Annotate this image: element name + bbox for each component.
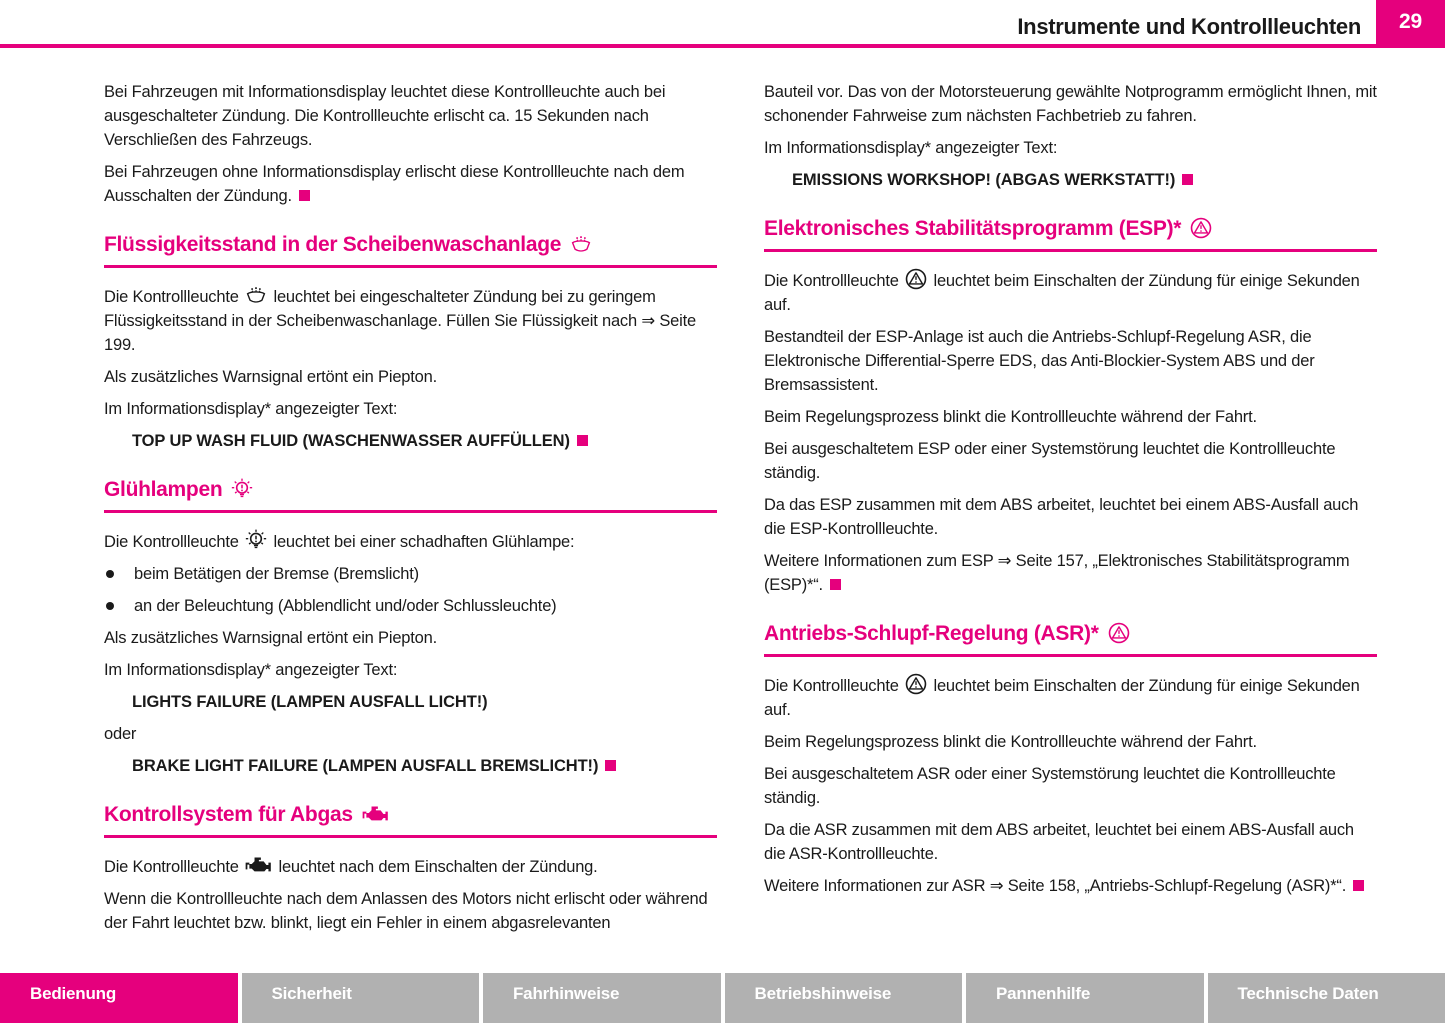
section-washer-fluid [104, 232, 717, 453]
washer-fluid-icon [570, 233, 592, 255]
section-esp [764, 216, 1377, 597]
paragraph: Bestandteil der ESP-Anlage ist auch die Antriebs-Schlupf-Regelung ASR, die Elektronische Differential-Sperre EDS, das Anti-Blockier-System ABS und der Bremsassistent. [764, 328, 1315, 394]
right-column [764, 80, 1377, 906]
exhaust-control-icon [362, 803, 389, 825]
bulb-failure-icon [245, 529, 267, 551]
section-heading: Glühlampen [104, 477, 717, 513]
section-exhaust-control [104, 802, 717, 935]
tab-pannenhilfe[interactable]: Pannenhilfe [966, 973, 1204, 1023]
display-text: BRAKE LIGHT FAILURE (LAMPEN AUSFALL BREMSLICHT!) [104, 754, 717, 778]
page-number-badge: 29 [1376, 0, 1445, 44]
display-text: LIGHTS FAILURE (LAMPEN AUSFALL LICHT!) [132, 693, 488, 711]
bullet-icon [106, 602, 114, 610]
paragraph: Wenn die Kontrollleuchte nach dem Anlassen des Motors nicht erlischt oder während der Fahrt leuchtet bzw. blinkt, liegt ein Fehler in einem abgasrelevanten [104, 890, 708, 932]
page-header [0, 0, 1445, 44]
paragraph: Da die ASR zusammen mit dem ABS arbeitet, leuchtet bei einem ABS-Ausfall auch die ASR-Kontrollleuchte. [764, 821, 1354, 863]
bullet-icon [106, 570, 114, 578]
paragraph-end-marker [830, 579, 841, 590]
paragraph: Bei ausgeschaltetem ESP oder einer Systemstörung leuchtet die Kontrollleuchte ständig. [764, 440, 1336, 482]
paragraph-end-marker [577, 435, 588, 446]
paragraph-end-marker [1182, 174, 1193, 185]
paragraph: Die Kontrollleuchte leuchtet beim Einschalten der Zündung für einige Sekunden auf. [764, 268, 1377, 317]
paragraph-end-marker [605, 760, 616, 771]
paragraph: Beim Regelungsprozess blinkt die Kontrollleuchte während der Fahrt. [764, 408, 1257, 426]
paragraph: Die Kontrollleuchte leuchtet beim Einschalten der Zündung für einige Sekunden auf. [764, 673, 1377, 722]
paragraph: Als zusätzliches Warnsignal ertönt ein Piepton. [104, 629, 437, 647]
tab-bedienung[interactable]: Bedienung [0, 973, 238, 1023]
paragraph: oder [104, 725, 137, 743]
tab-sicherheit[interactable]: Sicherheit [242, 973, 480, 1023]
asr-warning-icon [1108, 622, 1130, 644]
paragraph-end-marker [299, 190, 310, 201]
left-column [104, 80, 717, 943]
paragraph: Die Kontrollleuchte leuchtet bei eingeschalteter Zündung bei zu geringem Flüssigkeitsstand in der Scheibenwaschanlage. Füllen Sie Flüssigkeit nach ⇒ Seite 199. [104, 284, 717, 357]
paragraph: Weitere Informationen zur ASR ⇒ Seite 158, „Antriebs-Schlupf-Regelung (ASR)*“. [764, 874, 1377, 898]
paragraph: Bauteil vor. Das von der Motorsteuerung gewählte Notprogramm ermöglicht Ihnen, mit schonender Fahrweise zum nächsten Fachbetrieb zu fahren. [764, 83, 1377, 125]
header-rule [0, 44, 1445, 48]
esp-warning-icon [1190, 217, 1212, 239]
section-heading: Antriebs-Schlupf-Regelung (ASR)* [764, 621, 1377, 657]
asr-warning-icon [905, 673, 927, 695]
paragraph: Die Kontrollleuchte leuchtet bei einer schadhaften Glühlampe: [104, 529, 717, 554]
section-heading: Kontrollsystem für Abgas [104, 802, 717, 838]
section-heading: Elektronisches Stabilitätsprogramm (ESP)* [764, 216, 1377, 252]
exhaust-control-icon [245, 854, 272, 876]
bulb-failure-icon [231, 478, 253, 500]
tab-betriebshinweise[interactable]: Betriebshinweise [725, 973, 963, 1023]
page-title: Instrumente und Kontrollleuchten [1017, 14, 1361, 39]
paragraph: Da das ESP zusammen mit dem ABS arbeitet, leuchtet bei einem ABS-Ausfall auch die ESP-Kontrollleuchte. [764, 496, 1359, 538]
paragraph: Als zusätzliches Warnsignal ertönt ein Piepton. [104, 368, 437, 386]
paragraph: Im Informationsdisplay* angezeigter Text: [764, 139, 1058, 157]
section-heading: Flüssigkeitsstand in der Scheibenwaschanlage [104, 232, 717, 268]
paragraph-end-marker [1353, 880, 1364, 891]
paragraph: Weitere Informationen zum ESP ⇒ Seite 157, „Elektronisches Stabilitätsprogramm (ESP)*“. [764, 552, 1350, 594]
display-text: EMISSIONS WORKSHOP! (ABGAS WERKSTATT!) [764, 168, 1377, 192]
list-item: beim Betätigen der Bremse (Bremslicht) [104, 562, 717, 586]
paragraph: Im Informationsdisplay* angezeigter Text: [104, 400, 398, 418]
paragraph: Bei ausgeschaltetem ASR oder einer Systemstörung leuchtet die Kontrollleuchte ständig. [764, 765, 1336, 807]
esp-warning-icon [905, 268, 927, 290]
display-text: TOP UP WASH FLUID (WASCHENWASSER AUFFÜLLEN) [104, 429, 717, 453]
list-item: an der Beleuchtung (Abblendlicht und/oder Schlussleuchte) [104, 594, 717, 618]
paragraph: Beim Regelungsprozess blinkt die Kontrollleuchte während der Fahrt. [764, 733, 1257, 751]
washer-fluid-icon [245, 284, 267, 306]
paragraph: Die Kontrollleuchte leuchtet nach dem Einschalten der Zündung. [104, 854, 717, 879]
tab-technische-daten[interactable]: Technische Daten [1208, 973, 1445, 1023]
paragraph: Bei Fahrzeugen ohne Informationsdisplay erlischt diese Kontrollleuchte nach dem Ausschalten der Zündung. [104, 163, 685, 205]
tab-fahrhinweise[interactable]: Fahrhinweise [483, 973, 721, 1023]
section-bulbs [104, 477, 717, 778]
footer-tab-bar [0, 973, 1445, 1023]
paragraph: Bei Fahrzeugen mit Informationsdisplay leuchtet diese Kontrollleuchte auch bei ausgeschalteter Zündung. Die Kontrollleuchte erlischt ca. 15 Sekunden nach Verschließen des Fahrzeugs. [104, 83, 666, 149]
section-asr [764, 621, 1377, 898]
paragraph: Im Informationsdisplay* angezeigter Text: [104, 661, 398, 679]
